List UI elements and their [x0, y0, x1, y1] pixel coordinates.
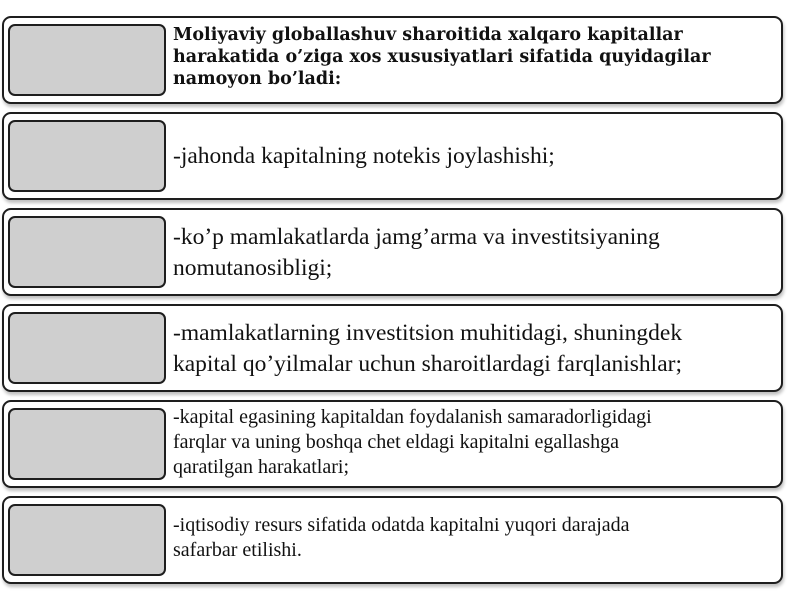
row-tab-3 — [8, 216, 166, 288]
item-text-2 — [173, 141, 773, 172]
row-tab-5 — [8, 408, 166, 480]
item-5-line-1: -kapital egasining kapitaldan foydalanish samaradorligidagi — [173, 406, 652, 428]
item-4-line-2: kapital qo’yilmalar uchun sharoitlardagi farqlanishlar; — [173, 351, 682, 377]
item-6-line-2: safarbar etilishi. — [173, 539, 302, 561]
item-text-3 — [173, 222, 773, 284]
item-text-6 — [173, 513, 773, 563]
row-tab-2 — [8, 120, 166, 192]
title-line-3: namoyon bo’ladi: — [173, 69, 342, 89]
row-tab-1 — [8, 24, 166, 96]
item-6-line-1: -iqtisodiy resurs sifatida odatda kapitalni yuqori darajada — [173, 514, 630, 536]
item-2-line-1: -jahonda kapitalning notekis joylashishi; — [173, 143, 555, 169]
title-line-2: harakatida o’ziga xos xususiyatlari sifatida quyidagilar — [173, 47, 711, 67]
title-line-1: Moliyaviy globallashuv sharoitida xalqaro kapitallar — [173, 25, 683, 45]
item-3-line-1: -ko’p mamlakatlarda jamg’arma va investitsiyaning — [173, 224, 660, 250]
item-3-line-2: nomutanosibligi; — [173, 255, 333, 281]
item-5-line-2: farqlar va uning boshqa chet eldagi kapitalni egallashga — [173, 431, 619, 453]
row-tab-6 — [8, 504, 166, 576]
title-text — [173, 24, 773, 90]
row-tab-4 — [8, 312, 166, 384]
item-4-line-1: -mamlakatlarning investitsion muhitidagi, shuningdek — [173, 320, 683, 346]
item-text-5 — [173, 405, 773, 480]
item-text-4 — [173, 318, 773, 380]
item-5-line-3: qaratilgan harakatlari; — [173, 456, 350, 478]
